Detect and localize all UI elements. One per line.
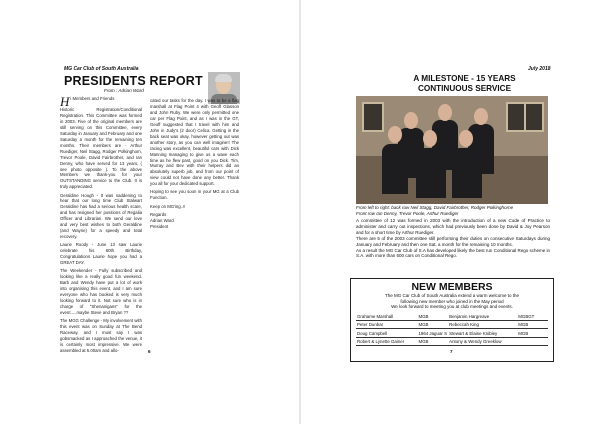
table-row — [356, 312, 548, 320]
milestone-title-line2: CONTINUOUS SERVICE — [417, 83, 512, 93]
table-row — [356, 329, 548, 337]
para-historic-rego: Historic Registration/Conditional Registration. This Committee was formed in 2003. Five of the original members are still serving on this Committee, every Saturday in January and February and one Saturday a month for the remaining ten months. Their members are - Arthur Ruediger, Neil Stagg, Rodger Polkinghorn, Trevor Poole, David Fairbrother, and Ian Denny, who have served for 13 years, ( see photo opposite ). To the above Members we thank-you for your OUTSTANDING service to the Club. It is truly appreciated. — [60, 107, 142, 190]
member-car: MGB — [517, 321, 548, 329]
milestone-title-line1: A MILESTONE - 15 YEARS — [413, 74, 516, 83]
member-car: MGBGT — [517, 312, 548, 320]
report-column-1: Hi Members and Friends Historic Registration/Conditional Registration. This Committee was formed in 2003. Five of the original members are still serving on this Committee, every Saturday in January and February and one Saturday a month for the remaining ten months. Their members are - Arthur Ruediger, Neil Stagg, Rodger Polkinghorn, Trevor Poole, David Fairbrother, and Ian Denny, who have served for 13 years, ( see photo opposite ). To the above Members we thank-you for your OUTSTANDING service to the Club. It is truly appreciated. Geraldine Hough - It was saddening to hear that our long time Club Stalwart Geraldine has had a serious health scare, and has resigned her positions of Regalia Officer and Librarian. We send our love and very best wishes to both Geraldine (and Wayne) for a speedy and total recovery. Laurie Roody - June 13 saw Laurie celebrate his 60th Birthday, Congratulations Laurie hope you had a GREAT DAY. The Weekender - Fully subscribed and looking like a really good fun weekend. Barb and Wendy have put a lot of work into organising this event, and I am sure everyone who has booked is very much looking forward to it. Not sure who is in charge of "Shenanigans" for the event.....maybe Steve and Bryan ?? The MGG Challenge - My involvement with this event was on Sunday at The Bend Raceway, and I must say I was gobsmacked as I approached the venue, it is certainly most impressive. We were assembled at 6.00am and allo- — [60, 94, 142, 353]
new-members-table — [356, 312, 548, 346]
dropcap-letter: H — [60, 94, 70, 109]
milestone-title — [392, 74, 537, 93]
para-hoping: Hoping to see you soon in your MG at a Club Function. — [150, 189, 239, 201]
new-members-intro — [356, 293, 548, 310]
member-car: MGB — [517, 329, 548, 337]
milestone-para-1: A committee of 12 was formed in 2003 with the introduction of a new Code of Practice to administer and carry out inspections, which had previously been done by David & Joy Pearson and for a short time by Arthur Ruediger. — [356, 218, 550, 235]
para-weekender: The Weekender - Fully subscribed and looking like a really good fun weekend. Barb and Wendy have put a lot of work into organising this event, and I am sure everyone who has booked is very much looking forward to it. Not sure who is in charge of "Shenanigans" for the event.....maybe Steve and Bryan ?? — [60, 268, 142, 316]
member-name: Benjamin Hargreave — [448, 312, 517, 320]
member-car: MGB — [417, 312, 448, 320]
para-keep-on: Keep on MG'ing..!! — [150, 203, 186, 209]
page-number-right: 7 — [450, 349, 453, 354]
sign-role: President — [150, 223, 169, 229]
sign-regards: Regards — [150, 211, 167, 217]
milestone-para-2: There are 5 of the 2003 committee still performing their duties on consecutive Saturdays during January and February and then one Sat. a month for the remaining 10 months. — [356, 235, 550, 247]
milestone-body — [356, 218, 550, 259]
intro-line3: We look forward to meeting you at club meetings and events. — [391, 304, 513, 310]
committee-group-photo — [356, 96, 548, 204]
member-name: Antony & Wendy Greeklow — [448, 337, 517, 345]
photo-caption — [356, 205, 550, 217]
intro-line1: The MG Car Club of South Australia extend a warm welcome to the — [384, 293, 520, 298]
member-car — [517, 337, 548, 345]
member-car: 1964 Jaguar S — [418, 330, 447, 336]
new-members-title: NEW MEMBERS — [411, 281, 493, 293]
page-spine — [299, 0, 301, 424]
from-line: From : Adrian Ward — [104, 88, 144, 93]
member-car: MGB — [417, 321, 448, 329]
para-laurie: Laurie Roody - June 13 saw Laurie celebrate his 60th Birthday, Congratulations Laurie hope you had a GREAT DAY. — [60, 242, 142, 266]
caption-line1: From left to right: back row Neil Stagg, David Fairbrother, Rodger Polkinghorne — [356, 205, 514, 210]
para-mgg-challenge: The MGG Challenge - My involvement with this event was on Sunday at The Bend Raceway, and I must say I was gobsmacked as I approached the venue, it is certainly most impressive. We were assembled at 6.00am and allo- — [60, 318, 142, 353]
member-name: Stewart & Elaine Knibley — [448, 329, 517, 337]
page-number-left: 6 — [148, 349, 151, 354]
member-car: MGB — [417, 337, 448, 345]
member-name: Rebeccah King — [448, 321, 517, 329]
member-name: Robert & Lynette Gainer — [356, 337, 417, 345]
milestone-para-3: As a result the MG Car Club of S.A has developed likely the best run Conditional Rego scheme in S.A. with more than 600 cars on Conditional Rego. — [356, 247, 550, 259]
para-geraldine: Geraldine Hough - It was saddening to hear that our long time Club Stalwart Geraldine has had a serious health scare, and has resigned her positions of Regalia Officer and Librarian. We send our love and very best wishes to both Geraldine (and Wayne) for a speedy and total recovery. — [60, 192, 142, 240]
issue-date: July 2018 — [528, 66, 551, 72]
para-flag-marshall: cated our tasks for the day. I was to be a flag marshall at Flag Point 4 with Geoff Glasson and John Ruby. We were only permitted one car per Flag Point, and as I was in the GT, Geoff suggested that I travel with him and John in Judy's (2 door) Celica. Getting in the back seat was okay, however getting out was another story, as you can well imagine!! The racing was excellent, beautiful cars with Dick Manning managing to give us a wave each time as he flew past, good on you Dick. Tim, Murray and Bev with their helpers did an absolutely superb job, and from our point of view could not have done any better. Thank you all for your dedicated support. — [150, 98, 239, 187]
member-name: Peter Dunbar — [356, 321, 417, 329]
caption-line2: Front row Ian Denny, Trevor Poole, Arthur Ruediger — [356, 210, 459, 216]
club-name-header: MG Car Club of South Australia — [64, 66, 139, 72]
table-row — [356, 321, 548, 329]
table-row — [356, 337, 548, 345]
report-column-2 — [150, 98, 239, 232]
greeting: Members and Friends — [72, 96, 115, 101]
presidents-report-title: PRESIDENTS REPORT — [64, 74, 203, 88]
intro-line2: following new member who joined in the May period — [400, 298, 504, 304]
member-name: Doug Campbell — [356, 329, 417, 337]
sign-name: Adrian Ward — [150, 217, 174, 223]
member-name: Grahame Marshall — [356, 312, 417, 320]
